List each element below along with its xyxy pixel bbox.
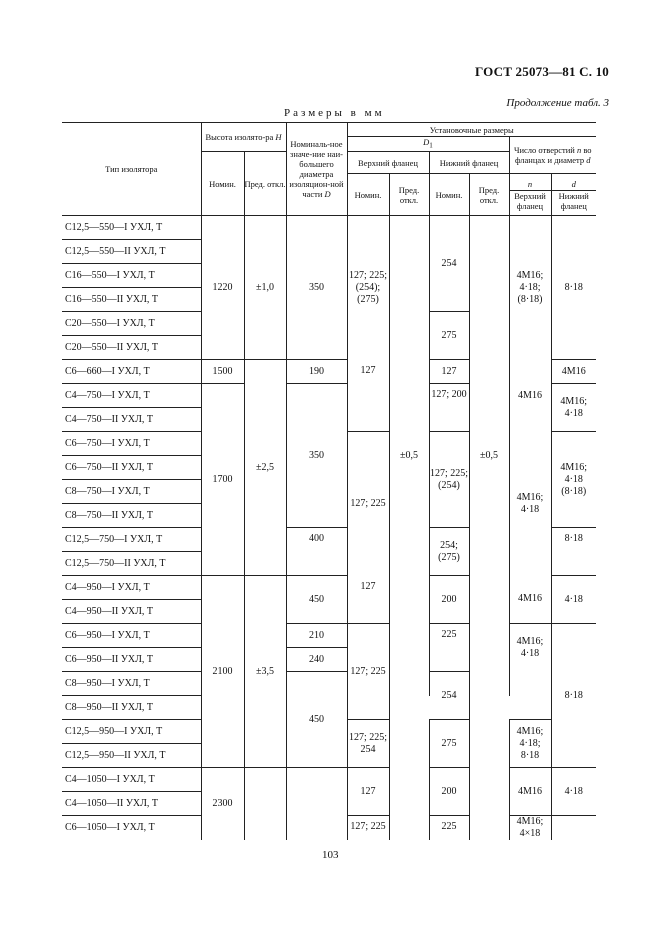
col-type-header: Тип изолятора — [62, 123, 201, 216]
holes-n-cell: 4M16 — [509, 360, 551, 432]
table-row: С4—950—II УХЛ, Т — [62, 600, 201, 624]
table-row: С4—750—I УХЛ, Т — [62, 384, 201, 408]
top-flange-nominal-cell: 127; 225 — [347, 624, 389, 720]
table-row: С6—950—I УХЛ, Т — [62, 624, 201, 648]
col-bottom-flange: Нижний фланец — [429, 152, 509, 174]
bottom-flange-nominal-cell: 200 — [429, 576, 469, 624]
page-number: 103 — [322, 849, 339, 861]
diameter-cell: 400 — [286, 528, 347, 576]
bottom-flange-nominal-cell: 127; 225; (254) — [429, 432, 469, 528]
holes-n-cell: 4M16 — [509, 768, 551, 816]
col-height-tol: Пред. откл. — [244, 152, 286, 216]
bottom-flange-nominal-cell: 127 — [429, 360, 469, 384]
height-tol-cell: ±2,5 — [244, 360, 286, 576]
col-install-header: Установочные размеры — [347, 123, 596, 137]
diameter-cell: 450 — [286, 672, 347, 768]
table-row: С6—660—I УХЛ, Т — [62, 360, 201, 384]
height-nominal-cell: 2100 — [201, 576, 244, 768]
table-continuation-label: Продолжение табл. 3 — [506, 97, 609, 109]
height-nominal-cell: 2300 — [201, 768, 244, 841]
col-d1-header: $D_1$ — [347, 137, 509, 152]
table-row: С12,5—550—I УХЛ, Т — [62, 216, 201, 240]
holes-d-cell-empty — [551, 816, 596, 841]
table-row: С8—750—II УХЛ, Т — [62, 504, 201, 528]
bottom-flange-nominal-cell: 254; (275) — [429, 528, 469, 576]
bottom-flange-nominal-cell: 275 — [429, 312, 469, 360]
col-height-nominal: Номин. — [201, 152, 244, 216]
top-flange-nominal-cell: 127; 225 — [347, 432, 389, 576]
top-flange-nominal-cell: 127; 225; 254 — [347, 720, 389, 768]
col-holes-header: Число отверстий n во фланцах и диаметр d — [509, 137, 596, 174]
holes-d-cell: 4M16; 4·18 — [551, 384, 596, 432]
top-flange-nominal-cell: 127 — [347, 768, 389, 816]
col-top-flange: Верхний фланец — [347, 152, 429, 174]
table-row: С8—950—II УХЛ, Т — [62, 696, 201, 720]
top-flange-nominal-cell: 127; 225 — [347, 816, 389, 841]
bottom-flange-tol-cell-empty — [469, 768, 509, 841]
holes-n-cell: 4M16; 4·18; 8·18 — [509, 720, 551, 768]
table-row: С6—1050—I УХЛ, Т — [62, 816, 201, 841]
table-row: С4—1050—I УХЛ, Т — [62, 768, 201, 792]
table-row: С16—550—II УХЛ, Т — [62, 288, 201, 312]
diameter-cell: 190 — [286, 360, 347, 384]
col-n-header: n Верхний фланец — [509, 174, 551, 216]
diameter-cell-empty — [286, 768, 347, 841]
top-flange-nominal-cell: 127 — [347, 360, 389, 432]
top-flange-tol-cell-empty — [389, 720, 429, 768]
table-row: С8—750—I УХЛ, Т — [62, 480, 201, 504]
bottom-flange-nominal-cell: 225 — [429, 624, 469, 672]
diameter-cell: 450 — [286, 576, 347, 624]
holes-d-cell: 4M16 — [551, 360, 596, 384]
table-row: С4—750—II УХЛ, Т — [62, 408, 201, 432]
holes-d-cell: 4·18 — [551, 576, 596, 624]
table-row: С12,5—950—II УХЛ, Т — [62, 744, 201, 768]
col-bottom-tol: Пред. откл. — [469, 174, 509, 216]
holes-d-cell: 4·18 — [551, 768, 596, 816]
height-tol-cell: ±3,5 — [244, 576, 286, 768]
diameter-cell: 240 — [286, 648, 347, 672]
table-head — [62, 123, 596, 216]
table-row: С20—550—II УХЛ, Т — [62, 336, 201, 360]
table-row: С4—950—I УХЛ, Т — [62, 576, 201, 600]
holes-n-cell: 4M16; 4·18 — [509, 432, 551, 576]
height-tol-cell-empty — [244, 768, 286, 841]
table-row: С20—550—I УХЛ, Т — [62, 312, 201, 336]
holes-n-cell-empty — [509, 672, 551, 720]
table-row: С8—950—I УХЛ, Т — [62, 672, 201, 696]
holes-d-cell: 8·18 — [551, 216, 596, 360]
bottom-flange-tol-cell-empty — [469, 720, 509, 768]
top-flange-nominal-cell: 127; 225; (254); (275) — [347, 216, 389, 360]
diameter-cell: 350 — [286, 216, 347, 360]
diameter-cell: 350 — [286, 384, 347, 528]
bottom-flange-nominal-cell: 200 — [429, 768, 469, 816]
holes-n-cell: 4M16 — [509, 576, 551, 624]
table-row: С16—550—I УХЛ, Т — [62, 264, 201, 288]
table-row: С6—750—I УХЛ, Т — [62, 432, 201, 456]
table-row: С12,5—550—II УХЛ, Т — [62, 240, 201, 264]
col-top-tol: Пред. откл. — [389, 174, 429, 216]
table-body — [62, 216, 596, 841]
bottom-flange-nominal-cell: 127; 200 — [429, 384, 469, 432]
table-row: С12,5—750—II УХЛ, Т — [62, 552, 201, 576]
height-nominal-cell: 1220 — [201, 216, 244, 360]
height-nominal-cell: 1500 — [201, 360, 244, 384]
table-row: С4—1050—II УХЛ, Т — [62, 792, 201, 816]
table-row: С6—950—II УХЛ, Т — [62, 648, 201, 672]
holes-n-cell: 4M16; 4·18; (8·18) — [509, 216, 551, 360]
holes-n-cell: 4M16; 4·18 — [509, 624, 551, 672]
bottom-flange-nominal-cell: 225 — [429, 816, 469, 841]
holes-d-cell: 8·18 — [551, 624, 596, 768]
diameter-cell: 210 — [286, 624, 347, 648]
col-top-nominal: Номин. — [347, 174, 389, 216]
top-flange-tol-cell: ±0,5 — [389, 216, 429, 696]
height-nominal-cell: 1700 — [201, 384, 244, 576]
col-diameter-header: Номиналь-ное значе-ние наи-большего диаметра изоляцион-ной части D — [286, 123, 347, 216]
table-row: С12,5—950—I УХЛ, Т — [62, 720, 201, 744]
holes-d-cell: 8·18 — [551, 528, 596, 576]
col-bottom-nominal: Номин. — [429, 174, 469, 216]
units-label: Размеры в мм — [284, 107, 385, 119]
bottom-flange-nominal-cell: 275 — [429, 720, 469, 768]
height-tol-cell: ±1,0 — [244, 216, 286, 360]
bottom-flange-nominal-cell: 254 — [429, 216, 469, 312]
holes-d-cell: 4M16; 4·18 (8·18) — [551, 432, 596, 528]
table-row: С12,5—750—I УХЛ, Т — [62, 528, 201, 552]
bottom-flange-tol-cell: ±0,5 — [469, 216, 509, 696]
col-height-header: Высота изолято-ра H — [201, 123, 286, 152]
top-flange-nominal-cell: 127 — [347, 576, 389, 624]
bottom-flange-nominal-cell: 254 — [429, 672, 469, 720]
table-row: С6—750—II УХЛ, Т — [62, 456, 201, 480]
col-d-header: d Нижний фланец — [551, 174, 596, 216]
holes-n-cell: 4M16; 4×18 — [509, 816, 551, 841]
standard-header: ГОСТ 25073—81 С. 10 — [475, 64, 609, 79]
insulator-dimensions-table — [62, 122, 596, 840]
top-flange-tol-cell-empty — [389, 768, 429, 841]
